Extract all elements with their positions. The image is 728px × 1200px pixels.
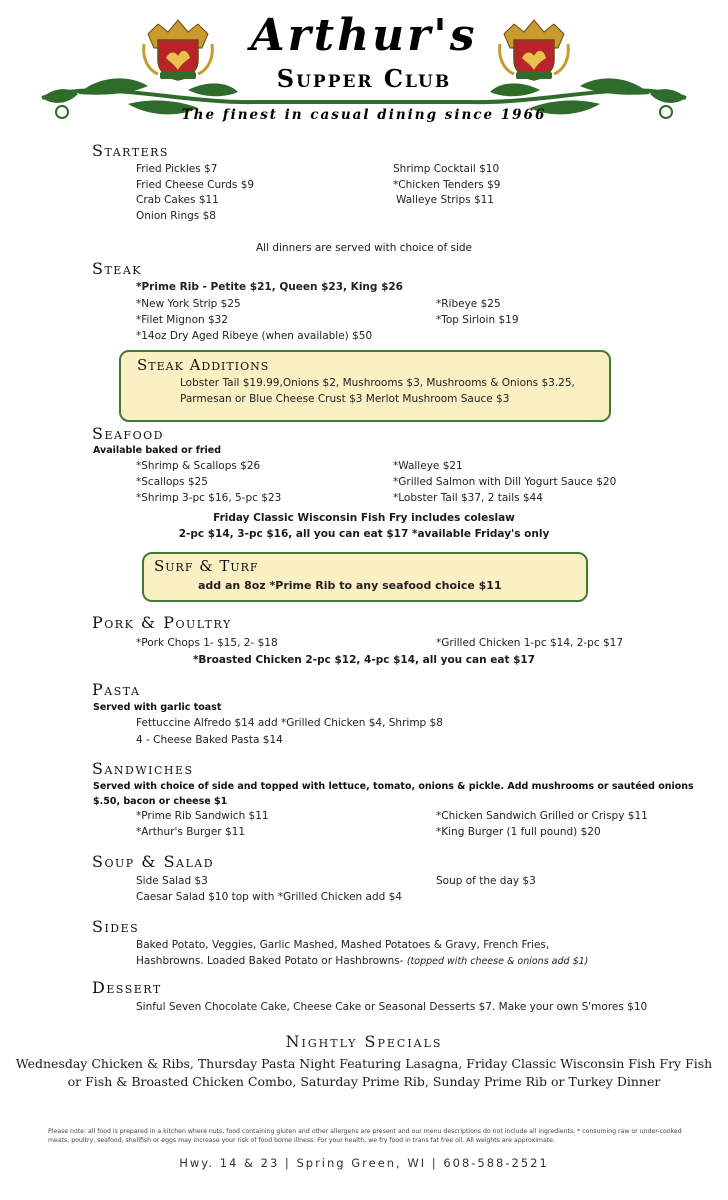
dessert-line: Sinful Seven Chocolate Cake, Cheese Cake or Seasonal Desserts $7. Make your own S'mores $10 — [136, 1001, 648, 1013]
specials-line: or Fish & Broasted Chicken Combo, Saturday Prime Rib, Sunday Prime Rib or Turkey Dinner — [67, 1074, 661, 1089]
steak-additions-line: Parmesan or Blue Cheese Crust $3 Merlot Mushroom Sauce $3 — [180, 393, 510, 405]
menu-item: 4 - Cheese Baked Pasta $14 — [136, 734, 283, 746]
section-title-steak: Steak — [92, 259, 142, 278]
menu-item: Caesar Salad $10 top with *Grilled Chicken add $4 — [136, 891, 402, 903]
surf-turf-text: add an 8oz *Prime Rib to any seafood choice $11 — [198, 579, 502, 592]
section-title-sandwiches: Sandwiches — [92, 759, 194, 778]
menu-item: Fried Pickles $7 — [136, 163, 218, 175]
menu-item: *Chicken Sandwich Grilled or Crispy $11 — [436, 810, 648, 822]
menu-item: *Chicken Tenders $9 — [393, 179, 501, 191]
broasted-chicken: *Broasted Chicken 2-pc $12, 4-pc $14, all you can eat $17 — [192, 654, 536, 666]
contact-footer: Hwy. 14 & 23 | Spring Green, WI | 608-588-2521 — [179, 1156, 549, 1170]
section-title-seafood: Seafood — [92, 424, 164, 443]
menu-item: Shrimp Cocktail $10 — [393, 163, 500, 175]
section-title-pasta: Pasta — [92, 680, 141, 699]
sides-line — [136, 955, 588, 967]
section-title-soup-salad: Soup & Salad — [92, 852, 215, 871]
menu-item: *Ribeye $25 — [436, 298, 501, 310]
restaurant-name: Arthur's — [250, 10, 478, 61]
sides-line: Baked Potato, Veggies, Garlic Mashed, Mashed Potatoes & Gravy, French Fries, — [136, 939, 550, 951]
specials-line: Wednesday Chicken & Ribs, Thursday Pasta Night Featuring Lasagna, Friday Classic Wisconsin Fish Fry Fish — [15, 1056, 713, 1071]
menu-item: *Grilled Chicken 1-pc $14, 2-pc $17 — [436, 637, 624, 649]
menu-item: *Walleye $21 — [393, 460, 463, 472]
menu-item: *Top Sirloin $19 — [436, 314, 519, 326]
section-title-sides: Sides — [92, 917, 140, 936]
menu-item: *Arthur's Burger $11 — [136, 826, 245, 838]
section-title-pork-poultry: Pork & Poultry — [92, 613, 232, 632]
surf-turf-box — [142, 552, 588, 602]
sandwiches-note: Served with choice of side and topped with lettuce, tomato, onions & pickle. Add mushrooms or sautéed onions — [93, 781, 694, 792]
menu-item: Soup of the day $3 — [436, 875, 536, 887]
restaurant-subtitle: Supper Club — [276, 64, 452, 93]
menu-item: Crab Cakes $11 — [136, 194, 219, 206]
fish-fry-note: Friday Classic Wisconsin Fish Fry includes coleslaw — [213, 512, 515, 524]
steak-additions-box — [119, 350, 611, 422]
sides-text: Hashbrowns. Loaded Baked Potato or Hashbrowns- — [136, 955, 404, 967]
menu-item: *Scallops $25 — [136, 476, 208, 488]
menu-item: Fettuccine Alfredo $14 add *Grilled Chicken $4, Shrimp $8 — [136, 717, 443, 729]
dinners-note: All dinners are served with choice of side — [256, 242, 472, 254]
menu-item: *Lobster Tail $37, 2 tails $44 — [393, 492, 543, 504]
fish-fry-prices: 2-pc $14, 3-pc $16, all you can eat $17 *available Friday's only — [178, 528, 550, 540]
menu-item: Walleye Strips $11 — [396, 194, 494, 206]
menu-item: *Shrimp 3-pc $16, 5-pc $23 — [136, 492, 282, 504]
menu-item-prime-rib: *Prime Rib - Petite $21, Queen $23, King $26 — [136, 281, 403, 293]
steak-additions-title: Steak Additions — [137, 356, 270, 374]
pasta-note: Served with garlic toast — [93, 702, 222, 713]
surf-turf-title: Surf & Turf — [154, 557, 259, 575]
menu-header — [0, 0, 728, 130]
sandwiches-note: $.50, bacon or cheese $1 — [93, 796, 228, 807]
sides-topping-note: (topped with cheese & onions add $1) — [406, 956, 589, 967]
menu-item: *14oz Dry Aged Ribeye (when available) $50 — [136, 330, 373, 342]
menu-item: *Filet Mignon $32 — [136, 314, 229, 326]
section-title-starters: Starters — [92, 141, 169, 160]
steak-additions-line: Lobster Tail $19.99,Onions $2, Mushrooms $3, Mushrooms & Onions $3.25, — [180, 377, 575, 389]
menu-item: *Prime Rib Sandwich $11 — [136, 810, 269, 822]
menu-item: *Shrimp & Scallops $26 — [136, 460, 261, 472]
tagline: The finest in casual dining since 1966 — [181, 107, 547, 123]
section-title-dessert: Dessert — [92, 978, 162, 997]
menu-item: Side Salad $3 — [136, 875, 208, 887]
allergen-disclaimer: Please note: all food is prepared in a kitchen where nuts, food containing gluten and other allergens are present and our menu descriptions do not include all ingredients. * consuming raw or under-cooked meats, poultry, seafood, shellfish or eggs may increase your risk of food borne illness. For your health, we fry food in trans fat free oil. All weights are approximate. — [48, 1128, 682, 1144]
menu-item: *King Burger (1 full pound) $20 — [436, 826, 601, 838]
menu-item: *New York Strip $25 — [136, 298, 241, 310]
menu-item: Onion Rings $8 — [136, 210, 216, 222]
menu-item: *Grilled Salmon with Dill Yogurt Sauce $20 — [393, 476, 617, 488]
seafood-note: Available baked or fried — [93, 445, 222, 456]
menu-item: *Pork Chops 1- $15, 2- $18 — [136, 637, 278, 649]
menu-item: Fried Cheese Curds $9 — [136, 179, 255, 191]
section-title-nightly-specials: Nightly Specials — [285, 1032, 443, 1051]
